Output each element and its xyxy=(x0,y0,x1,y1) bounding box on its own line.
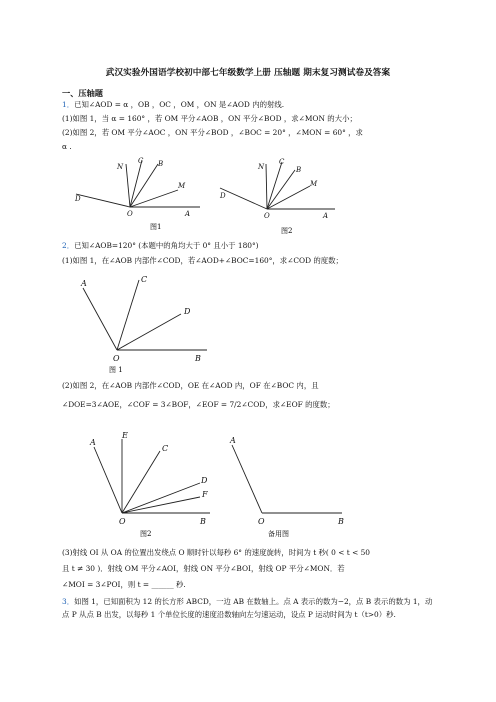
q2-figures-2 xyxy=(80,425,370,540)
fig3-label-b: B xyxy=(195,354,201,363)
fig1-label-a: A xyxy=(185,210,191,218)
q3-text-block xyxy=(62,595,434,621)
q1-figures xyxy=(70,152,360,242)
fig4-caption: 图2 xyxy=(140,530,152,538)
ray-oc xyxy=(130,160,142,207)
fig1-label-d: D xyxy=(75,195,81,203)
q3-text: 如图 1，已知面积为 12 的长方形 ABCD，一边 AB 在数轴上。点 A 表示的数为−2，点 B 表示的数为 1，动点 P 从点 B 出发，以每秒 1 个单位长度的速度沿数轴向左匀速运动，设点 P 运动时间为 t（t>0）秒. xyxy=(62,597,433,619)
q1-stem-text: 已知∠AOD = α ，OB ，OC ，OM ，ON 是∠AOD 内的射线. xyxy=(74,100,285,109)
fig5-label-o: O xyxy=(258,517,265,526)
fig1-caption: 图1 xyxy=(150,223,162,231)
q2-stem xyxy=(62,241,259,251)
fig2-label-a: A xyxy=(323,212,329,220)
fig1-label-n: N xyxy=(117,163,124,171)
q2-part1: (1)如图 1，在∠AOB 内部作∠COD，若∠AOD+∠BOC=160°，求∠COD 的度数； xyxy=(62,256,343,265)
fig4-label-o: O xyxy=(119,517,126,526)
ray-od xyxy=(122,483,200,513)
fig2-label-b: B xyxy=(296,166,302,174)
ray-oa xyxy=(83,288,117,350)
ray-of xyxy=(122,497,200,513)
q2-part3-answer-line: ∠MOI = 3∠POI，则 t = ______ 秒. xyxy=(62,580,186,589)
ray-od xyxy=(220,188,267,209)
q1-part1: (1)如图 1，当 α = 160° ，若 OM 平分∠AOB ，ON 平分∠BOD ，求∠MON 的大小； xyxy=(62,114,357,123)
fig4-label-d: D xyxy=(201,476,208,485)
fig5-label-b: B xyxy=(338,517,344,526)
fig2-caption: 图2 xyxy=(281,227,293,235)
fig3-label-o: O xyxy=(113,354,120,363)
q1-figure-2 xyxy=(220,162,335,209)
ray-on xyxy=(126,164,130,207)
fig4-label-f: F xyxy=(202,490,208,499)
q2-part3: (3)射线 OI 从 OA 的位置出发绕点 O 顺时针以每秒 6° 的速度旋转，时间为 t 秒( 0 < t < 50 xyxy=(62,548,371,557)
document-title: 武汉实验外国语学校初中部七年级数学上册 压轴题 期末复习测试卷及答案 xyxy=(105,68,391,78)
ray-oa xyxy=(94,447,122,513)
ray-ob xyxy=(130,164,158,207)
q2-part3-continued: 且 t ≠ 30 )．射线 OM 平分∠AOI，射线 ON 平分∠BOI，射线 OP 平分∠MON．若 xyxy=(62,564,345,573)
fig4-label-c: C xyxy=(162,444,169,453)
q3-number: 3． xyxy=(62,597,75,606)
fig2-label-o: O xyxy=(264,212,270,220)
fig1-label-m: M xyxy=(178,182,186,190)
q2-part2: (2)如图 2，在∠AOB 内部作∠COD，OE 在∠AOD 内，OF 在∠BOC 内，且 xyxy=(62,381,319,390)
fig2-label-m: M xyxy=(310,180,318,188)
fig2-label-d: D xyxy=(220,192,226,200)
fig4-label-a: A xyxy=(90,438,96,447)
fig2-label-c: C xyxy=(279,158,285,166)
q2-part2-continued: ∠DOE=3∠AOE，∠COF = 3∠BOF，∠EOF = 7/2∠COD，求∠EOF 的度数； xyxy=(62,400,335,409)
fig4-label-e: E xyxy=(122,431,128,440)
fig5-label-a: A xyxy=(230,436,236,445)
fig1-label-c: C xyxy=(138,157,144,165)
fig1-label-o: O xyxy=(127,210,133,218)
fig1-label-b: B xyxy=(158,160,164,168)
q1-stem xyxy=(62,100,284,110)
q2-figure-2 xyxy=(94,439,210,513)
q1-part2: (2)如图 2，若 OM 平分∠AOC ，ON 平分∠BOD ，∠BOC = 20° ，∠MON = 60° ，求 xyxy=(62,128,363,137)
ray-om xyxy=(130,190,178,207)
ray-oc xyxy=(122,451,160,513)
q1-part2-continued: α . xyxy=(62,142,72,151)
ray-od xyxy=(76,194,130,207)
ray-oa xyxy=(232,445,262,513)
q2-figure-1 xyxy=(75,270,215,380)
fig3-caption: 图 1 xyxy=(109,366,123,374)
ray-on xyxy=(266,164,267,209)
fig3-label-d: D xyxy=(184,307,191,316)
fig3-label-a: A xyxy=(81,279,87,288)
section-heading: 一、压轴题 xyxy=(62,88,103,98)
q1-number: 1． xyxy=(62,100,75,109)
q2-stem-text: 已知∠AOB=120° (本题中的角均大于 0° 且小于 180°) xyxy=(74,241,259,250)
q2-figure-spare xyxy=(232,445,342,513)
q2-number: 2． xyxy=(62,241,75,250)
fig3-label-c: C xyxy=(141,275,148,284)
ray-ob xyxy=(267,170,295,209)
fig2-label-n: N xyxy=(258,163,265,171)
fig4-label-b: B xyxy=(200,517,206,526)
fig5-caption: 备用图 xyxy=(268,530,289,538)
